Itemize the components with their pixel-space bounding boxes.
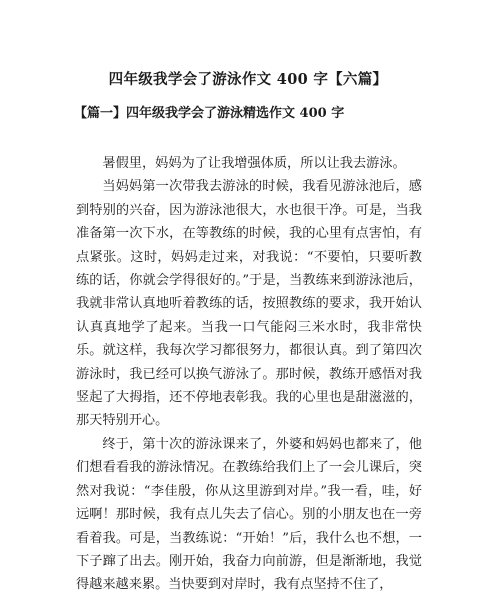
paragraph-3: 终于，第十次的游泳课来了，外婆和妈妈也都来了，他们想看看我的游泳情况。在教练给我们上了一会儿课后，突然对我说：“李佳殷，你从这里游到对岸。”我一看，哇，好远啊！那时候，我有点儿失去了信心。别的小朋友也在一旁看着我。可是，当教练说：“开始！”后，我什么也不想，一下子蹿了出去。刚开始，我奋力向前游，但是渐渐地，我觉得越来越来累。当快要到对岸时，我有点坚持不住了， <box>76 436 422 593</box>
paragraph-1: 暑假里，妈妈为了让我增强体质，所以让我去游泳。 <box>102 156 406 171</box>
document-title: 四年级我学会了游泳作文 400 字【六篇】 <box>108 71 388 88</box>
paragraph-2: 当妈妈第一次带我去游泳的时候，我看见游泳池后，感到特别的兴奋，因为游泳池很大，水也很干净。可是，当我准备第一次下水，在等教练的时候，我的心里有点害怕，有点紧张。这时，妈妈走过来，对我说：“不要怕，只要听教练的话，你就会学得很好的。”于是，当教练来到游泳池后，我就非常认真地听着教练的话，按照教练的要求，我开始认认真真地学了起来。当我一口气能闷三米水时，我非常快乐。就这样，我每次学习都很努力，都很认真。到了第四次游泳时，我已经可以换气游泳了。那时候，教练开感悟对我竖起了大拇指，还不停地表彰我。我的心里也是甜滋滋的，那天特别开心。 <box>76 179 422 429</box>
section-heading: 【篇一】四年级我学会了游泳精选作文 400 字 <box>74 106 345 121</box>
article-body <box>76 152 422 597</box>
